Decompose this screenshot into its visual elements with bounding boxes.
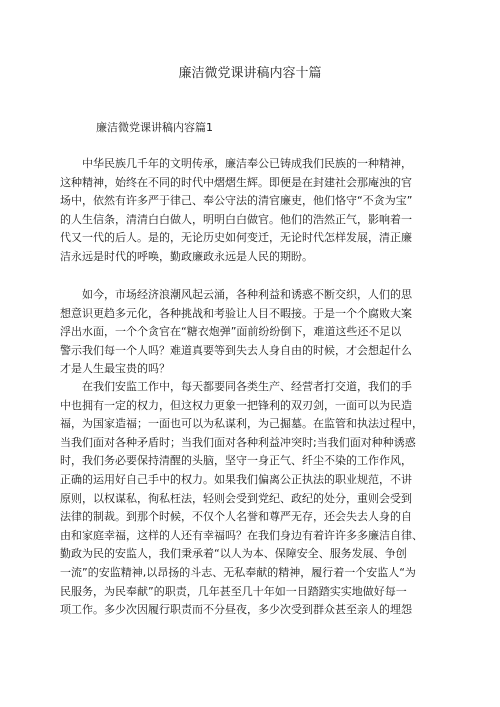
paragraph-line: 原则，以权谋私，徇私枉法，轻则会受到党纪、政纪的处分，重则会受到 bbox=[60, 491, 412, 505]
paragraph-line: 的人生信条，清清白白做人，明明白白做官。他们的浩然正气，影响着一 bbox=[60, 212, 412, 226]
paragraph-line: 在我们安监工作中，每天都要同各类生产、经营者打交道，我们的手 bbox=[82, 380, 412, 393]
paragraph-line: 场中，依然有许多严于律己、奉公守法的清官廉吏，他们恪守“不贪为宝” bbox=[60, 194, 413, 208]
section-heading: 廉洁微党课讲稿内容篇1 bbox=[96, 121, 213, 134]
paragraph-line: 这种精神，始终在不同的时代中熠熠生辉。即便是在封建社会那庵浊的官 bbox=[60, 175, 412, 189]
paragraph-line: 中也拥有一定的权力，但这权力更象一把锋利的双刃剑，一面可以为民造 bbox=[60, 398, 412, 412]
paragraph-line: 时，我们务必要保持清醒的头脑，坚守一身正气、纤尘不染的工作作风， bbox=[60, 454, 412, 468]
paragraph-line: 浮出水面，一个个贪官在“糖衣炮弹”面前纷纷倒下，难道这些还不足以 bbox=[60, 325, 402, 339]
paragraph-line: 想意识更趋多元化，各种挑战和考验让人目不暇接。于是一个个腐败大案 bbox=[60, 306, 412, 320]
paragraph-line: 福，为国家造福；一面也可以为私谋利，为己掘墓。在监管和执法过程中， bbox=[60, 417, 423, 431]
paragraph-line: 警示我们每一个人吗？难道真要等到失去人身自由的时候，才会想起什么 bbox=[60, 343, 412, 357]
paragraph-line: 当我们面对各种矛盾时；当我们面对各种利益冲突时;当我们面对种种诱惑 bbox=[60, 435, 416, 449]
paragraph-line: 一流”的安监精神,以昂扬的斗志、无私奉献的精神，履行着一个安监人“为 bbox=[60, 565, 416, 579]
paragraph-line: 民服务，为民奉献”的职责，几年甚至几十年如一日踏踏实实地做好每一 bbox=[60, 584, 407, 598]
paragraph-line: 才是人生最宝贵的吗？ bbox=[60, 362, 170, 376]
document-title: 廉洁微党课讲稿内容十篇 bbox=[178, 66, 322, 81]
paragraph-line: 中华民族几千年的文明传承，廉洁奉公已铸成我们民族的一种精神， bbox=[82, 157, 412, 170]
paragraph-line: 洁永远是时代的呼唤，勤政廉政永远是人民的期盼。 bbox=[60, 249, 313, 263]
paragraph-3 bbox=[60, 378, 445, 620]
paragraph-line: 代又一代的后人。是的，无论历史如何变迁，无论时代怎样发展，清正廉 bbox=[60, 231, 412, 245]
paragraph-1 bbox=[60, 155, 445, 267]
paragraph-2 bbox=[60, 286, 445, 379]
paragraph-line: 勤政为民的安监人，我们秉承着“以人为本、保障安全、服务发展、争创 bbox=[60, 547, 407, 561]
paragraph-line: 如今，市场经济浪潮风起云涌，各种利益和诱惑不断交织，人们的思 bbox=[82, 288, 412, 301]
paragraph-line: 由和家庭幸福，这样的人还有幸福吗？在我们身边有着许许多多廉洁自律、 bbox=[60, 528, 423, 542]
paragraph-line: 正确的运用好自己手中的权力。如果我们偏离公正执法的职业规范，不讲 bbox=[60, 472, 412, 486]
paragraph-line: 项工作。多少次因履行职责而不分昼夜，多少次受到群众甚至亲人的埋怨 bbox=[60, 603, 412, 617]
paragraph-line: 法律的制裁。到那个时候，不仅个人名誉和尊严无存，还会失去人身的自 bbox=[60, 510, 412, 524]
